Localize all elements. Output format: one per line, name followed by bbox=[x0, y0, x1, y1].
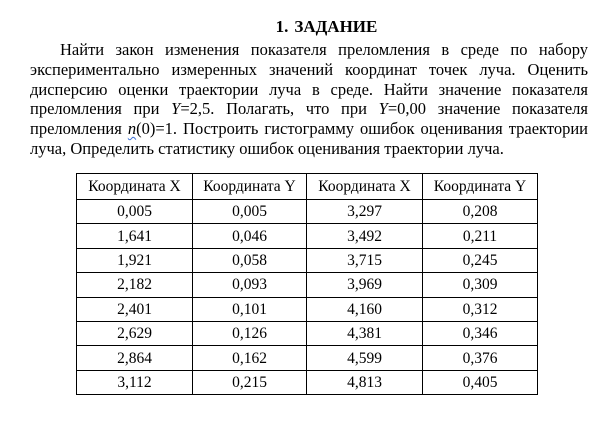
table-cell: 0,101 bbox=[193, 297, 307, 321]
table-row bbox=[77, 346, 538, 370]
table-cell: 0,346 bbox=[423, 321, 538, 345]
task-text-part1: Найти закон изменения показателя преломления в среде по набору экспериментально измеренных значений координат точек луча. Оценить дисперсию оценки траектории луча в среде. Найти значение показателя преломления при bbox=[30, 40, 588, 119]
task-text-part4: (0)=1. Построить гистограмму ошибок оценивания траектории луча, Определить статистику ошибок оценивания траектории луча. bbox=[30, 119, 588, 158]
table-cell: 4,160 bbox=[307, 297, 423, 321]
table-cell: 3,715 bbox=[307, 248, 423, 272]
table-header-row bbox=[77, 174, 538, 200]
variable-y-2: Y bbox=[378, 99, 388, 119]
table-cell: 4,381 bbox=[307, 321, 423, 345]
section-number: 1. bbox=[275, 17, 289, 36]
table-cell: 0,211 bbox=[423, 224, 538, 248]
table-cell: 3,297 bbox=[307, 200, 423, 224]
header-cell: Координата Y bbox=[423, 174, 538, 200]
table-cell: 0,376 bbox=[423, 346, 538, 370]
table-cell: 2,864 bbox=[77, 346, 193, 370]
table-cell: 0,245 bbox=[423, 248, 538, 272]
header-cell: Координата X bbox=[307, 174, 423, 200]
task-paragraph bbox=[30, 40, 588, 159]
table-row bbox=[77, 224, 538, 248]
table-cell: 4,599 bbox=[307, 346, 423, 370]
table-cell: 0,005 bbox=[77, 200, 193, 224]
table-cell: 1,921 bbox=[77, 248, 193, 272]
table-cell: 3,112 bbox=[77, 370, 193, 394]
table-cell: 0,058 bbox=[193, 248, 307, 272]
table-cell: 0,208 bbox=[423, 200, 538, 224]
table-cell: 0,405 bbox=[423, 370, 538, 394]
table-cell: 0,046 bbox=[193, 224, 307, 248]
section-title: ЗАДАНИЕ bbox=[294, 17, 378, 36]
table-cell: 0,093 bbox=[193, 273, 307, 297]
table-cell: 3,969 bbox=[307, 273, 423, 297]
table-cell: 3,492 bbox=[307, 224, 423, 248]
coordinates-table bbox=[76, 173, 538, 395]
table-cell: 2,401 bbox=[77, 297, 193, 321]
table-row bbox=[77, 321, 538, 345]
table-row bbox=[77, 248, 538, 272]
table-cell: 0,005 bbox=[193, 200, 307, 224]
task-text-part3: =0,00 значение показателя преломления bbox=[30, 99, 588, 139]
table-cell: 2,182 bbox=[77, 273, 193, 297]
variable-y-1: Y bbox=[171, 99, 181, 119]
table-cell: 0,309 bbox=[423, 273, 538, 297]
section-heading bbox=[0, 17, 609, 37]
variable-n: n bbox=[127, 119, 137, 139]
header-cell: Координата Y bbox=[193, 174, 307, 200]
table-row bbox=[77, 297, 538, 321]
header-cell: Координата X bbox=[77, 174, 193, 200]
task-text-part2: =2,5. Полагать, что при bbox=[180, 99, 379, 119]
table-row bbox=[77, 273, 538, 297]
table-cell: 4,813 bbox=[307, 370, 423, 394]
table-cell: 0,215 bbox=[193, 370, 307, 394]
table-cell: 0,126 bbox=[193, 321, 307, 345]
table-cell: 0,312 bbox=[423, 297, 538, 321]
table-row bbox=[77, 200, 538, 224]
table-cell: 0,162 bbox=[193, 346, 307, 370]
table-row bbox=[77, 370, 538, 394]
table-cell: 1,641 bbox=[77, 224, 193, 248]
table-cell: 2,629 bbox=[77, 321, 193, 345]
